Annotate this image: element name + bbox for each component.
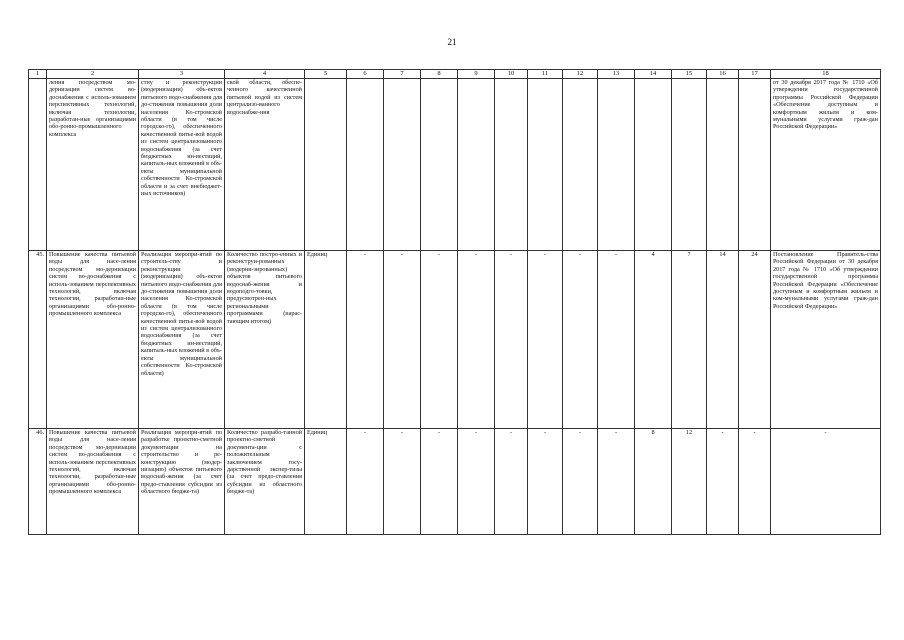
indicator-cell: Количество постро-енных и реконструи-рованных (модерни-зированных) объектов питьевого водоснаб-жения и водоподго-товки, предусмотрен-ных региональными программами (нарас-тающим итогом) [225,251,305,429]
value-cell: 7 [672,251,707,429]
column-header: 18 [771,70,881,79]
value-cell [739,79,771,251]
value-cell [598,79,635,251]
value-cell [635,79,672,251]
column-header: 3 [139,70,225,79]
goal-cell: Повышение качества питьевой воды для насе-ления посредством мо-дернизации систем во-доснабжения с исполь-зованием перспективных технологий, включая технологии, разработан-ные организациями обо-ронно-промышленного комплекса [47,251,139,429]
event-cell: Реализация меропри-ятий по строитель-ству и реконструкции (модернизации) объ-ектов питьевого водо-снабжения для до-стижения повышения доли населения Ко-стромской области (в том числе городско-го), обеспеченного качественной питье-вой водой из систем централизованного водоснабжения (за счет бюджетных ин-вестиций, капиталь-ных вложений в объ-екты муниципальной собственности Ко-стромской области) [139,251,225,429]
value-cell: - [458,251,495,429]
table-row [29,79,881,251]
event-cell: стну и реконструкции (модернизации) объ-ектов питьевого водо-снабжения для до-стижения повышения доли населения Ко-стромской области (в том числе городско-го), обеспеченного качественной питье-вой водой из систем централизованного водоснабжения (за счет бюджетных ин-вестиций, капиталь-ных вложений в объ-екты муниципальной собственности Ко-стромской области и за счет внебюджет-ных источников) [139,79,225,251]
unit-cell [305,79,347,251]
value-cell [347,79,384,251]
value-cell: - [563,251,598,429]
page-number: 21 [447,37,457,47]
value-cell: - [347,251,384,429]
value-cell [672,79,707,251]
column-header: 13 [598,70,635,79]
value-cell [421,79,458,251]
column-header: 1 [29,70,47,79]
goal-cell: Повышение качества питьевой воды для насе-ления посредством мо-дернизации систем во-доснабжения с исполь-зованием перспективных технологий, включая технологии, разработан-ные организациями обо-ронно-промышленного комплекса [47,429,139,535]
value-cell [707,79,739,251]
table-row [29,251,881,429]
program-indicators-table [28,69,881,535]
column-header: 12 [563,70,598,79]
row-number: 45. [29,251,47,429]
value-cell: - [598,429,635,535]
column-header: 7 [384,70,421,79]
basis-cell: Постановление Правитель-ства Российской Федерации от 30 декабря 2017 года № 1710 «Об утверждении государственной программы Российской Федерации «Обеспечение доступным и комфортным жильем и ком-мунальными услугами граж-дан Российской Федерации» [771,251,881,429]
goal-cell: ления посредством мо-дернизации систем во-доснабжения с исполь-зованием перспективных технологий, включая технологии, разработан-ные организациями обо-ронно-промышленного комплекса [47,79,139,251]
column-header: 2 [47,70,139,79]
value-cell: - [528,251,563,429]
column-header: 17 [739,70,771,79]
value-cell: - [707,429,739,535]
column-header: 9 [458,70,495,79]
table-row [29,429,881,535]
column-header: 4 [225,70,305,79]
column-header: 10 [495,70,528,79]
value-cell: - [347,429,384,535]
value-cell: - [739,429,771,535]
value-cell: - [495,429,528,535]
value-cell [495,79,528,251]
unit-cell: Единиц [305,429,347,535]
row-number [29,79,47,251]
value-cell: - [421,251,458,429]
value-cell: - [528,429,563,535]
column-header: 15 [672,70,707,79]
value-cell [458,79,495,251]
column-header: 16 [707,70,739,79]
value-cell: - [563,429,598,535]
value-cell: - [495,251,528,429]
unit-cell: Единиц [305,251,347,429]
value-cell: 24 [739,251,771,429]
row-number: 46. [29,429,47,535]
column-header: 14 [635,70,672,79]
indicator-cell: Количество разрабо-танной проектно-сметной документа-ции с положительным заключением госу-дарственной экспер-тизы (за счет предо-ставления субсидии из областного бюдже-та) [225,429,305,535]
event-cell: Реализация меропри-ятий по разработке проектно-сметной документации на строительство и ре-конструкцию (модер-низацию) объектов питьевого водоснаб-жения (за счет предо-ставления субсидии из областного бюдже-та) [139,429,225,535]
value-cell: 14 [707,251,739,429]
value-cell [563,79,598,251]
value-cell: - [421,429,458,535]
column-header: 8 [421,70,458,79]
column-number-row [29,70,881,79]
value-cell [528,79,563,251]
basis-cell: - [771,429,881,535]
column-header: 11 [528,70,563,79]
basis-cell: от 30 декабря 2017 года № 1710 «Об утверждении государственной программы Российской Федерации «Обеспечение доступным и комфортным жильем и ком-мунальными услугами граж-дан Российской Федерации» [771,79,881,251]
column-header: 6 [347,70,384,79]
indicator-cell: ской области, обеспе-ченного качественной питьевой водой из систем централизо-ванного водоснабже-ния [225,79,305,251]
value-cell: 4 [635,251,672,429]
value-cell: 12 [672,429,707,535]
value-cell: - [598,251,635,429]
value-cell: 8 [635,429,672,535]
value-cell [384,79,421,251]
value-cell: - [458,429,495,535]
value-cell: - [384,251,421,429]
value-cell: - [384,429,421,535]
column-header: 5 [305,70,347,79]
